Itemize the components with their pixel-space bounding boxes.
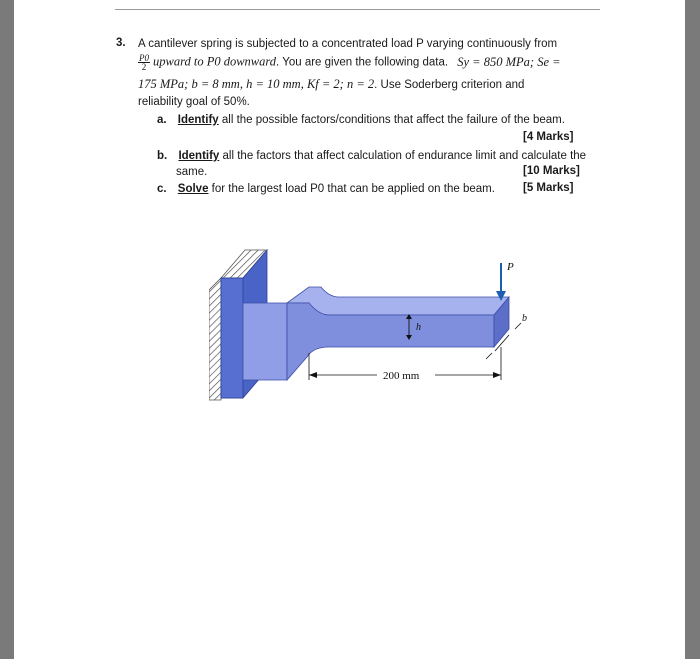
question-line-3: 175 MPa; b = 8 mm, h = 10 mm, Kf = 2; n = 2. Use Soderberg criterion and — [138, 77, 525, 91]
top-divider — [115, 9, 600, 10]
document-page — [14, 0, 685, 659]
part-c: c. Solve for the largest load P0 that can be applied on the beam. — [157, 183, 495, 195]
cantilever-figure — [209, 235, 529, 405]
wall-hatch — [209, 278, 221, 400]
load-label: P — [507, 261, 514, 273]
part-b-cont: same. — [176, 166, 208, 178]
part-b: b. Identify all the factors that affect calculation of endurance limit and calculate the — [157, 150, 587, 162]
question-line-4: reliability goal of 50%. — [138, 96, 250, 108]
width-label: b — [522, 313, 527, 324]
question-line-1: A cantilever spring is subjected to a concentrated load P varying continuously from — [138, 38, 558, 50]
question-number: 3. — [116, 37, 126, 49]
part-b-marks: [10 Marks] — [523, 165, 580, 177]
length-label: 200 mm — [383, 370, 420, 382]
beam-top — [287, 287, 509, 315]
question-line-2: $\frac{P0}{2}$ upward to P0 downward. You are given the following data. Sy = 850 MPa; Se = — [139, 53, 561, 72]
load-fraction: $\frac{P0}{2}$ — [139, 53, 149, 72]
height-label: h — [416, 322, 421, 333]
base-plate — [243, 303, 287, 380]
part-a: a. Identify all the possible factors/conditions that affect the failure of the beam. — [157, 114, 565, 126]
part-a-marks: [4 Marks] — [523, 131, 574, 143]
part-c-marks: [5 Marks] — [523, 182, 574, 194]
